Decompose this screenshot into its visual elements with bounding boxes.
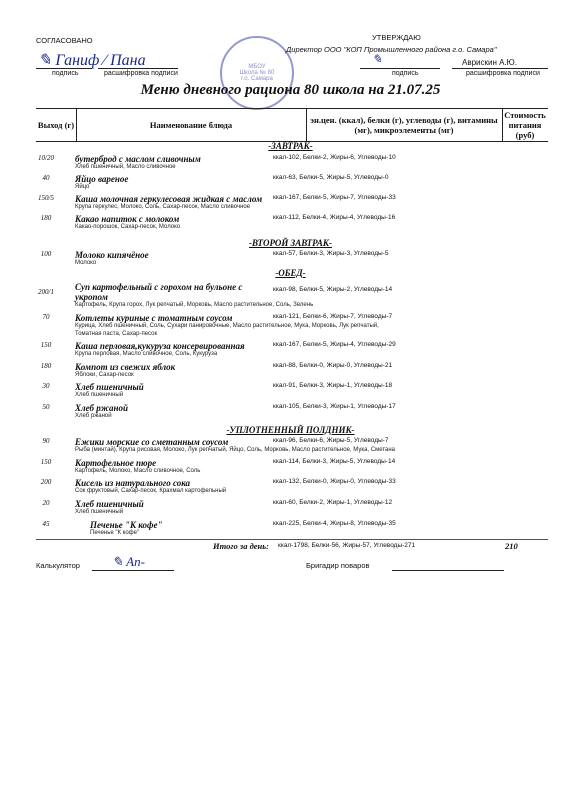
left-sig-line	[36, 68, 92, 69]
stamp-line: МБОУ	[248, 64, 266, 70]
row-ingredients: Хлеб пшеничный	[75, 392, 124, 398]
right-decode-label: расшифровка подписи	[466, 70, 540, 77]
row-ingredients: Крупа геркулес, Молоко, Соль, Сахар-песок, Масло сливочное	[75, 204, 251, 210]
row-nutrition: ккал-63, Белки-5, Жиры-5, Углеводы-0	[273, 174, 389, 181]
row-dish: Хлеб пшеничный	[75, 382, 144, 392]
left-decode-line	[98, 68, 178, 69]
row-dish: бутерброд с маслом сливочным	[75, 154, 201, 164]
menu-title: Меню дневного рациона 80 школа на 21.07.25	[140, 82, 441, 98]
left-signature: ✎ Ганиф ⁄ Пана	[38, 52, 146, 69]
row-yield: 90	[42, 437, 50, 445]
row-yield: 200/1	[38, 288, 54, 296]
row-dish: Ежики морские со сметанным соусом	[75, 437, 229, 447]
row-nutrition: ккал-225, Белки-4, Жиры-8, Углеводы-35	[273, 520, 396, 527]
row-ingredients: Картофель, Крупа горох, Лук репчатый, Морковь, Масло растительное, Соль, Зелень	[75, 302, 314, 308]
row-nutrition: ккал-102, Белки-2, Жиры-6, Углеводы-10	[273, 154, 396, 161]
row-dish: Какао напиток с молоком	[75, 214, 180, 224]
row-ingredients: Хлеб пшеничный	[75, 509, 124, 515]
row-yield: 30	[42, 382, 50, 390]
row-ingredients: Хлеб пшеничный, Масло сливочное	[75, 164, 176, 170]
row-ingredients: Яблоки, Сахар-песок	[75, 372, 134, 378]
row-yield: 70	[42, 313, 50, 321]
approved-left-label: СОГЛАСОВАНО	[36, 36, 93, 45]
row-yield: 100	[40, 250, 52, 258]
totals-nutrition: ккал-1798, Белки-56, Жиры-57, Углеводы-271	[278, 542, 416, 549]
totals-label: Итого за день:	[213, 541, 269, 551]
row-yield: 20	[42, 499, 50, 507]
section-snack: -УПЛОТНЕННЫЙ ПОЛДНИК-	[226, 425, 355, 435]
row-ingredients: Картофель, Молоко, Масло сливочное, Соль	[75, 468, 201, 474]
row-dish: Хлеб пшеничный	[75, 499, 144, 509]
right-signature: ✎	[372, 52, 383, 66]
row-nutrition: ккал-121, Белки-6, Жиры-7, Углеводы-7	[273, 313, 393, 320]
table-header	[36, 108, 548, 142]
row-nutrition: ккал-167, Белки-5, Жиры-7, Углеводы-33	[273, 194, 396, 201]
row-ingredients: Хлеб ржаной	[75, 413, 112, 419]
col-yield: Выход (г)	[37, 120, 75, 130]
right-sig-line	[360, 68, 440, 69]
row-nutrition: ккал-88, Белки-0, Жиры-0, Углеводы-21	[273, 362, 393, 369]
calculator-label: Калькулятор	[36, 561, 80, 570]
row-ingredients: Яйцо	[75, 184, 90, 190]
col-dish: Наименование блюда	[149, 120, 233, 130]
row-nutrition: ккал-91, Белки-3, Жиры-1, Углеводы-18	[273, 382, 393, 389]
row-dish: Печенье "К кофе"	[90, 520, 163, 530]
row-yield: 50	[42, 403, 50, 411]
stamp-line: г.о. Самара	[241, 76, 273, 82]
row-nutrition: ккал-167, Белки-5, Жиры-4, Углеводы-29	[273, 341, 396, 348]
row-dish: Кисель из натурального сока	[75, 478, 191, 488]
calculator-sig-line	[92, 570, 174, 571]
stamp-line: Школа № 80	[239, 70, 275, 76]
right-decode-line	[452, 68, 548, 69]
right-sig-label: подпись	[392, 70, 419, 77]
row-yield: 150	[40, 458, 52, 466]
row-nutrition: ккал-105, Белки-3, Жиры-1, Углеводы-17	[273, 403, 396, 410]
row-yield: 180	[40, 362, 52, 370]
col-cost: Стоимость питания (руб)	[504, 110, 546, 140]
row-yield: 180	[40, 214, 52, 222]
left-sig-label: подпись	[52, 70, 79, 77]
row-nutrition: ккал-60, Белки-2, Жиры-1, Углеводы-12	[273, 499, 393, 506]
totals-divider	[36, 539, 548, 540]
row-nutrition: ккал-132, Белки-0, Жиры-0, Углеводы-33	[273, 478, 396, 485]
row-yield: 45	[42, 520, 50, 528]
left-decode-label: расшифровка подписи	[104, 70, 178, 77]
row-nutrition: ккал-98, Белки-5, Жиры-2, Углеводы-14	[273, 286, 393, 293]
row-ingredients: Какао-порошок, Сахар-песок, Молоко	[75, 224, 181, 230]
row-dish: Картофельное пюре	[75, 458, 157, 468]
row-yield: 200	[40, 478, 52, 486]
row-yield: 150/5	[38, 194, 54, 202]
row-nutrition: ккал-57, Белки-3, Жиры-3, Углеводы-5	[273, 250, 389, 257]
row-yield: 40	[42, 174, 50, 182]
row-ingredients: Рыба (минтай), Крупа рисовая, Молоко, Лук репчатый, Яйцо, Соль, Морковь, Масло растительное, Мука, Сметана	[75, 447, 396, 453]
totals-cost: 210	[505, 541, 518, 551]
row-dish: Компот из свежих яблок	[75, 362, 176, 372]
row-yield: 150	[40, 341, 52, 349]
section-lunch: -ОБЕД-	[275, 268, 306, 278]
approved-right-label: УТВЕРЖДАЮ	[372, 33, 421, 42]
row-dish: Молоко кипячёное	[75, 250, 149, 260]
chef-sig-line	[392, 570, 504, 571]
row-dish: Котлеты куриные с томатным соусом	[75, 313, 233, 323]
row-nutrition: ккал-114, Белки-3, Жиры-5, Углеводы-14	[273, 458, 396, 465]
calculator-signature: ✎ Ап-	[112, 554, 145, 569]
chef-label: Бригадир поваров	[306, 561, 370, 570]
row-ingredients: Молоко	[75, 260, 97, 266]
row-ingredients: Сок фруктовый, Сахар-песок, Крахмал картофельный	[75, 488, 227, 494]
row-dish: Яйцо вареное	[75, 174, 129, 184]
director-title: Директор ООО "КОП Промышленного района г.о. Самара"	[286, 45, 497, 54]
row-dish: Суп картофельный с горохом на бульоне с укропом	[75, 282, 243, 302]
row-nutrition: ккал-96, Белки-6, Жиры-5, Углеводы-7	[273, 437, 389, 444]
row-yield: 10/20	[38, 154, 54, 162]
row-dish: Хлеб ржаной	[75, 403, 128, 413]
row-ingredients: Курица, Хлеб пшеничный, Соль, Сухари панировочные, Масло растительное, Мука, Морковь, Лук репчатый, Томатная паста, Сахар-песок	[75, 323, 379, 337]
right-name: Аврискин А.Ю.	[462, 58, 517, 67]
row-dish: Каша перловая,кукуруза консервированная	[75, 341, 245, 351]
row-dish: Каша молочная геркулесовая жидкая с маслом	[75, 194, 263, 204]
col-nutrition: эн.цен. (ккал), белки (г), углеводы (г), витамины (мг), микроэлементы (мг)	[310, 115, 498, 135]
section-breakfast: -ЗАВТРАК-	[268, 141, 313, 151]
row-ingredients: Крупа перловая, Масло сливочное, Соль, Кукуруза	[75, 351, 218, 357]
row-nutrition: ккал-112, Белки-4, Жиры-4, Углеводы-16	[273, 214, 396, 221]
section-second-breakfast: -ВТОРОЙ ЗАВТРАК-	[249, 238, 332, 248]
row-ingredients: Печенье "К кофе"	[90, 530, 140, 536]
